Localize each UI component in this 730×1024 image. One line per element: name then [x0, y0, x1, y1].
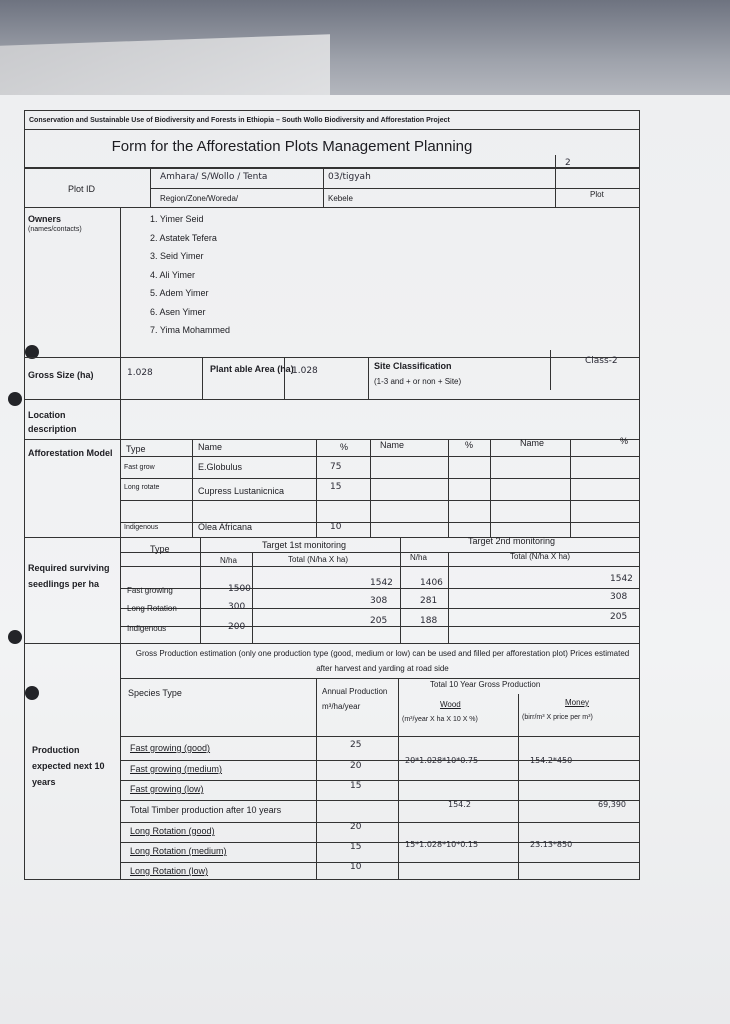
seed-total: 308 — [370, 596, 388, 606]
timber-wood: 154.2 — [448, 800, 471, 809]
aff-pct: 10 — [330, 522, 342, 532]
aff-header-type: Type — [126, 444, 146, 454]
gross-row — [24, 358, 640, 400]
prod-type: Fast growing (good) — [130, 743, 211, 753]
seed-total: 205 — [370, 616, 388, 626]
aff-type: Long rotate — [124, 484, 160, 491]
aff-header-pct3: % — [620, 436, 629, 446]
punch-hole — [8, 630, 22, 644]
aff-header-name2: Name — [380, 440, 405, 450]
prod-annual: 20 — [350, 822, 362, 832]
site-classification-label: Site Classification — [374, 361, 452, 371]
prod-type: Fast growing (medium) — [130, 764, 223, 774]
owners-label: Owners — [28, 214, 62, 224]
prod-type: Long Rotation (good) — [130, 826, 215, 836]
prod-annual: 10 — [350, 862, 362, 872]
timber-label: Total Timber production after 10 years — [130, 805, 282, 815]
kebele-label: Kebele — [328, 194, 353, 203]
plot-label: Plot — [590, 190, 604, 199]
plantable-value: 1.028 — [292, 366, 318, 376]
owner-name: 7. Yima Mohammed — [150, 325, 231, 335]
punch-hole — [8, 392, 22, 406]
form-title: Form for the Afforestation Plots Management Planning — [24, 130, 640, 168]
aff-pct: 75 — [330, 462, 342, 472]
seed-type: Fast growing — [127, 586, 173, 595]
seed-total: 1542 — [370, 578, 393, 588]
aff-header-pct2: % — [465, 440, 474, 450]
prod-money: 23.13*850 — [530, 840, 573, 849]
prod-header-wood: Wood — [440, 700, 461, 709]
aff-header-pct: % — [340, 442, 349, 452]
owner-name: 6. Asen Yimer — [150, 306, 206, 317]
prod-type: Long Rotation (low) — [130, 866, 209, 876]
site-classification-sub: (1-3 and + or non + Site) — [374, 377, 462, 386]
seed-header-total: Total (N/ha X ha) — [288, 555, 349, 564]
owner-name: 4. Ali Yimer — [150, 269, 196, 280]
seed-header-nha: N/ha — [220, 556, 237, 565]
seed-header-target2: Target 2nd monitoring — [468, 536, 556, 546]
owner-name: 5. Adem Yimer — [150, 288, 209, 298]
plot-number: 2 — [565, 158, 571, 168]
prod-annual: 20 — [350, 761, 362, 771]
aff-name: Olea Africana — [198, 522, 253, 532]
kebele-value: 03/tigyah — [328, 172, 371, 182]
production-note: Gross Production estimation (only one production type (good, medium or low) can be used and filled per afforestation plot) Prices estimated after harvest and yarding at road side — [135, 649, 630, 673]
location-row — [24, 400, 640, 440]
aff-name: E.Globulus — [198, 462, 243, 472]
prod-type: Long Rotation (medium) — [130, 846, 227, 856]
prod-header-wood-sub: (m³/year X ha X 10 X %) — [402, 716, 478, 723]
afforestation-label: Afforestation Model — [28, 448, 113, 458]
prod-wood: 20*1.028*10*0.75 — [405, 756, 479, 765]
prod-header-money-sub: (birr/m³ X price per m³) — [522, 714, 593, 721]
owner-name: 1. Yimer Seid — [150, 214, 204, 224]
region-value: Amhara/ S/Wollo / Tenta — [160, 172, 268, 182]
seed-header-nha2: N/ha — [410, 553, 427, 562]
aff-header-name3: Name — [520, 438, 545, 448]
seed-nha: 200 — [228, 622, 246, 632]
seed-type: Indigenous — [127, 624, 167, 633]
seed-nha2: 188 — [420, 616, 438, 626]
owners-sublabel: (names/contacts) — [28, 226, 82, 233]
prod-annual: 15 — [350, 781, 362, 791]
prod-annual: 25 — [350, 740, 362, 750]
seed-nha: 300 — [228, 602, 246, 612]
gross-size-value: 1.028 — [127, 368, 153, 378]
prod-header-money: Money — [565, 698, 590, 707]
seed-type: Long Rotation — [127, 604, 177, 613]
seed-header-type: Type — [150, 544, 170, 554]
aff-type: Indigenous — [124, 524, 159, 531]
timber-money: 69,390 — [598, 800, 626, 809]
owner-name: 2. Astatek Tefera — [150, 232, 217, 243]
aff-type: Fast grow — [124, 464, 155, 471]
prod-type: Fast growing (low) — [130, 784, 204, 794]
seedlings-label: Required surviving seedlings per ha — [28, 563, 110, 589]
region-label: Region/Zone/Woreda/ — [160, 194, 239, 203]
seed-header-total2: Total (N/ha X ha) — [510, 552, 571, 561]
aff-name: Cupress Lustanicnica — [198, 486, 285, 496]
prod-header-species: Species Type — [128, 688, 182, 698]
prod-money: 154.2*450 — [530, 756, 573, 765]
seed-nha: 1500 — [228, 584, 251, 594]
prod-header-total10: Total 10 Year Gross Production — [430, 680, 541, 689]
seed-total2: 308 — [610, 592, 628, 602]
production-label: Production expected next 10 years — [32, 745, 105, 787]
prod-wood: 15*1.028*10*0.15 — [405, 840, 479, 849]
aff-pct: 15 — [330, 482, 342, 492]
gross-size-label: Gross Size (ha) — [28, 370, 94, 380]
seed-total2: 205 — [610, 612, 628, 622]
seed-nha2: 281 — [420, 596, 438, 606]
prod-header-annual: Annual Production m³/ha/year — [322, 687, 388, 711]
seed-header-target1: Target 1st monitoring — [262, 540, 347, 550]
seed-nha2: 1406 — [420, 578, 443, 588]
plot-id-label: Plot ID — [68, 184, 96, 194]
prod-annual: 15 — [350, 842, 362, 852]
aff-header-name: Name — [198, 442, 223, 452]
owners-block — [24, 208, 640, 358]
location-label: Location description — [28, 410, 77, 434]
project-header: Conservation and Sustainable Use of Biodiversity and Forests in Ethiopia – South Wollo Biodiversity and Afforestation Project — [24, 110, 640, 130]
owner-name: 3. Seid Yimer — [150, 251, 204, 261]
seed-total2: 1542 — [610, 574, 633, 584]
plantable-label: Plant able Area (ha) — [210, 364, 294, 374]
site-class-value: Class-2 — [585, 356, 618, 366]
